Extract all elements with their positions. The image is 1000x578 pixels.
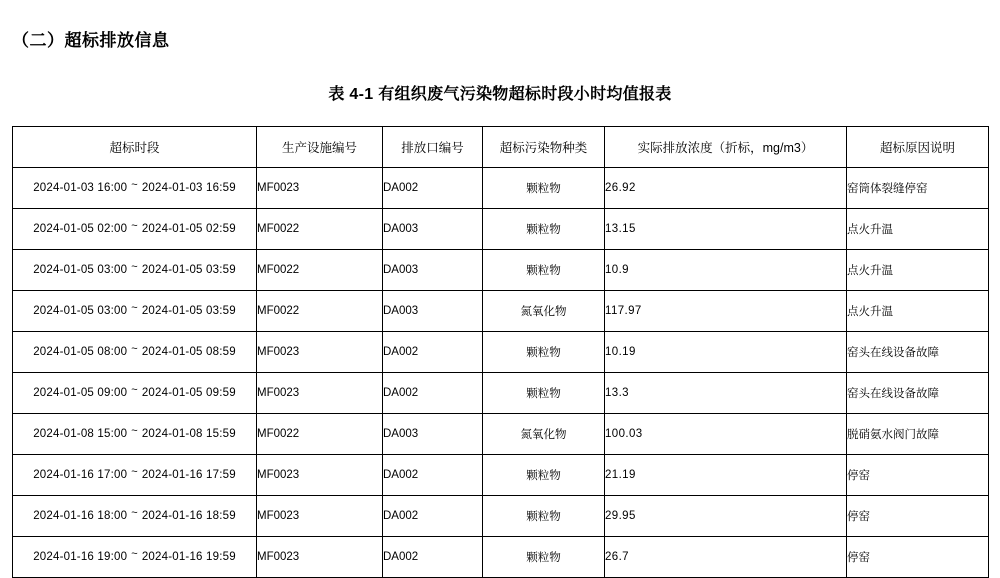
period-end: 2024-01-16 17:59 bbox=[141, 469, 236, 481]
cell-pollutant: 颗粒物 bbox=[483, 455, 605, 496]
cell-period bbox=[13, 537, 257, 578]
table-row bbox=[13, 291, 989, 332]
cell-reason: 窑筒体裂缝停窑 bbox=[847, 168, 989, 209]
table-row bbox=[13, 537, 989, 578]
cell-outlet: DA002 bbox=[383, 332, 483, 373]
period-start: 2024-01-05 03:00 bbox=[33, 305, 128, 317]
cell-outlet: DA003 bbox=[383, 250, 483, 291]
cell-reason: 脱硝氨水阀门故障 bbox=[847, 414, 989, 455]
table-container bbox=[0, 126, 1000, 578]
cell-outlet: DA002 bbox=[383, 496, 483, 537]
period-start: 2024-01-16 17:00 bbox=[33, 469, 128, 481]
table-row bbox=[13, 455, 989, 496]
cell-outlet: DA003 bbox=[383, 209, 483, 250]
table-row bbox=[13, 414, 989, 455]
table-row bbox=[13, 168, 989, 209]
table-row bbox=[13, 332, 989, 373]
table-row bbox=[13, 373, 989, 414]
cell-period bbox=[13, 455, 257, 496]
period-start: 2024-01-05 02:00 bbox=[33, 223, 128, 235]
period-separator: ~ bbox=[131, 548, 138, 560]
cell-concentration: 100.03 bbox=[605, 414, 847, 455]
cell-facility: MF0023 bbox=[257, 168, 383, 209]
table-header bbox=[13, 127, 989, 168]
table-title: 表 4-1 有组织废气污染物超标时段小时均值报表 bbox=[328, 86, 672, 103]
cell-pollutant: 氮氧化物 bbox=[483, 291, 605, 332]
table-row bbox=[13, 209, 989, 250]
period-end: 2024-01-05 02:59 bbox=[141, 223, 236, 235]
cell-concentration: 13.3 bbox=[605, 373, 847, 414]
period-end: 2024-01-03 16:59 bbox=[141, 182, 236, 194]
period-end: 2024-01-05 03:59 bbox=[141, 305, 236, 317]
column-header-period: 超标时段 bbox=[13, 127, 257, 168]
table-header-row bbox=[13, 127, 989, 168]
cell-facility: MF0023 bbox=[257, 496, 383, 537]
column-header-reason: 超标原因说明 bbox=[847, 127, 989, 168]
period-separator: ~ bbox=[131, 261, 138, 273]
column-header-facility: 生产设施编号 bbox=[257, 127, 383, 168]
period-separator: ~ bbox=[131, 179, 138, 191]
cell-pollutant: 颗粒物 bbox=[483, 537, 605, 578]
cell-pollutant: 颗粒物 bbox=[483, 332, 605, 373]
cell-period bbox=[13, 373, 257, 414]
period-separator: ~ bbox=[131, 220, 138, 232]
cell-concentration: 26.92 bbox=[605, 168, 847, 209]
cell-period bbox=[13, 496, 257, 537]
cell-concentration: 13.15 bbox=[605, 209, 847, 250]
period-separator: ~ bbox=[131, 507, 138, 519]
period-start: 2024-01-05 03:00 bbox=[33, 264, 128, 276]
cell-period bbox=[13, 332, 257, 373]
cell-facility: MF0022 bbox=[257, 209, 383, 250]
cell-reason: 窑头在线设备故障 bbox=[847, 373, 989, 414]
table-body bbox=[13, 168, 989, 578]
cell-reason: 点火升温 bbox=[847, 209, 989, 250]
cell-reason: 点火升温 bbox=[847, 250, 989, 291]
cell-concentration: 10.19 bbox=[605, 332, 847, 373]
cell-concentration: 26.7 bbox=[605, 537, 847, 578]
cell-facility: MF0023 bbox=[257, 373, 383, 414]
cell-outlet: DA002 bbox=[383, 537, 483, 578]
period-end: 2024-01-16 19:59 bbox=[141, 551, 236, 563]
period-separator: ~ bbox=[131, 384, 138, 396]
period-separator: ~ bbox=[131, 343, 138, 355]
period-end: 2024-01-05 08:59 bbox=[141, 346, 236, 358]
period-separator: ~ bbox=[131, 466, 138, 478]
cell-reason: 停窑 bbox=[847, 496, 989, 537]
period-start: 2024-01-05 08:00 bbox=[33, 346, 128, 358]
cell-pollutant: 氮氧化物 bbox=[483, 414, 605, 455]
cell-facility: MF0022 bbox=[257, 250, 383, 291]
column-header-concentration: 实际排放浓度（折标，mg/m3） bbox=[605, 127, 847, 168]
cell-facility: MF0023 bbox=[257, 332, 383, 373]
period-end: 2024-01-16 18:59 bbox=[141, 510, 236, 522]
cell-reason: 点火升温 bbox=[847, 291, 989, 332]
cell-period bbox=[13, 250, 257, 291]
cell-facility: MF0023 bbox=[257, 455, 383, 496]
cell-outlet: DA003 bbox=[383, 414, 483, 455]
period-start: 2024-01-16 18:00 bbox=[33, 510, 128, 522]
cell-pollutant: 颗粒物 bbox=[483, 250, 605, 291]
cell-pollutant: 颗粒物 bbox=[483, 496, 605, 537]
column-header-outlet: 排放口编号 bbox=[383, 127, 483, 168]
cell-period bbox=[13, 291, 257, 332]
cell-pollutant: 颗粒物 bbox=[483, 373, 605, 414]
cell-reason: 窑头在线设备故障 bbox=[847, 332, 989, 373]
cell-period bbox=[13, 168, 257, 209]
cell-outlet: DA002 bbox=[383, 373, 483, 414]
cell-outlet: DA003 bbox=[383, 291, 483, 332]
cell-concentration: 117.97 bbox=[605, 291, 847, 332]
cell-facility: MF0022 bbox=[257, 414, 383, 455]
section-heading: （二）超标排放信息 bbox=[12, 31, 170, 50]
period-end: 2024-01-08 15:59 bbox=[141, 428, 236, 440]
cell-reason: 停窑 bbox=[847, 455, 989, 496]
period-start: 2024-01-16 19:00 bbox=[33, 551, 128, 563]
cell-period bbox=[13, 414, 257, 455]
cell-period bbox=[13, 209, 257, 250]
period-start: 2024-01-05 09:00 bbox=[33, 387, 128, 399]
cell-concentration: 10.9 bbox=[605, 250, 847, 291]
period-separator: ~ bbox=[131, 425, 138, 437]
period-separator: ~ bbox=[131, 302, 138, 314]
cell-concentration: 29.95 bbox=[605, 496, 847, 537]
table-row bbox=[13, 250, 989, 291]
excess-emission-table bbox=[12, 126, 989, 578]
period-end: 2024-01-05 03:59 bbox=[141, 264, 236, 276]
column-header-pollutant: 超标污染物种类 bbox=[483, 127, 605, 168]
cell-pollutant: 颗粒物 bbox=[483, 168, 605, 209]
period-start: 2024-01-08 15:00 bbox=[33, 428, 128, 440]
cell-outlet: DA002 bbox=[383, 168, 483, 209]
table-row bbox=[13, 496, 989, 537]
cell-facility: MF0022 bbox=[257, 291, 383, 332]
cell-concentration: 21.19 bbox=[605, 455, 847, 496]
period-end: 2024-01-05 09:59 bbox=[141, 387, 236, 399]
cell-reason: 停窑 bbox=[847, 537, 989, 578]
cell-facility: MF0023 bbox=[257, 537, 383, 578]
cell-outlet: DA002 bbox=[383, 455, 483, 496]
period-start: 2024-01-03 16:00 bbox=[33, 182, 128, 194]
cell-pollutant: 颗粒物 bbox=[483, 209, 605, 250]
